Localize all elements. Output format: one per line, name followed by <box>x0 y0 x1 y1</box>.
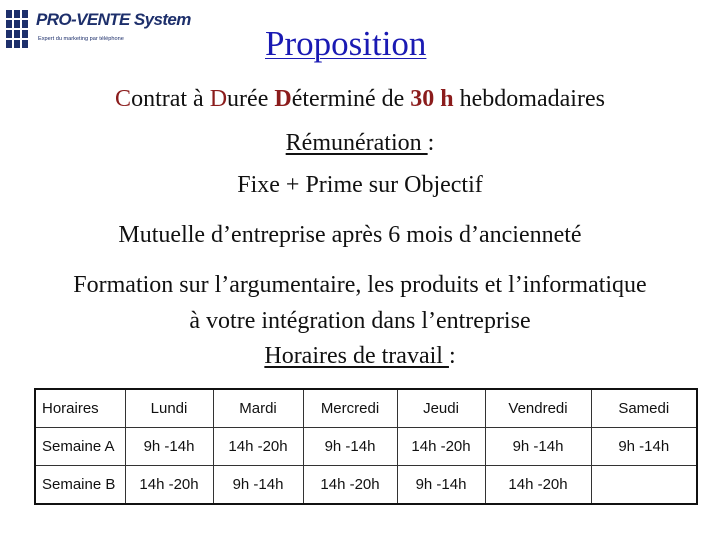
schedule-table <box>34 388 698 505</box>
table-cell: 9h -14h <box>591 428 697 466</box>
remuneration-detail: Fixe + Prime sur Objectif <box>237 172 483 198</box>
formation-line-2: à votre intégration dans l’entreprise <box>189 308 531 334</box>
contract-text-4: hebdomadaires <box>453 86 605 112</box>
logo-tagline: Expert du marketing par téléphone <box>38 36 124 42</box>
row-label: Semaine B <box>35 466 125 505</box>
company-logo <box>6 8 191 54</box>
schedule-header-row <box>35 389 697 428</box>
logo-name: PRO-VENTE System <box>36 10 191 29</box>
horaires-label: Horaires de travail <box>264 343 449 369</box>
table-cell: 9h -14h <box>213 466 303 505</box>
header-cell: Horaires <box>35 389 125 428</box>
horaires-colon: : <box>448 343 456 369</box>
table-cell <box>591 466 697 505</box>
remuneration-colon: : <box>427 130 435 156</box>
table-cell: 9h -14h <box>485 428 591 466</box>
table-cell: 9h -14h <box>303 428 397 466</box>
header-cell: Mercredi <box>303 389 397 428</box>
header-cell: Vendredi <box>485 389 591 428</box>
row-label: Semaine A <box>35 428 125 466</box>
table-cell: 9h -14h <box>397 466 485 505</box>
table-cell: 14h -20h <box>397 428 485 466</box>
horaires-heading <box>0 343 720 370</box>
remuneration-label: Rémunération <box>285 130 428 156</box>
logo-grid-icon <box>6 10 30 50</box>
contract-text-1: ontrat à <box>131 86 210 112</box>
table-cell: 14h -20h <box>485 466 591 505</box>
contract-text-2: urée <box>227 86 275 112</box>
header-cell: Lundi <box>125 389 213 428</box>
table-row <box>35 466 697 505</box>
table-cell: 14h -20h <box>303 466 397 505</box>
mutuelle-line: Mutuelle d’entreprise après 6 mois d’ancienneté <box>118 222 582 248</box>
table-cell: 14h -20h <box>213 428 303 466</box>
contract-initial-c: C <box>115 86 132 112</box>
contract-hours: 30 h <box>410 86 454 112</box>
table-cell: 9h -14h <box>125 428 213 466</box>
table-row <box>35 428 697 466</box>
header-cell: Samedi <box>591 389 697 428</box>
contract-text-3: éterminé de <box>291 86 411 112</box>
formation-line-1: Formation sur l’argumentaire, les produits et l’informatique <box>73 272 647 298</box>
contract-line <box>0 86 720 113</box>
header-cell: Mardi <box>213 389 303 428</box>
contract-initial-d2: D <box>274 86 292 112</box>
table-cell: 14h -20h <box>125 466 213 505</box>
page-title: Proposition <box>265 24 427 63</box>
contract-initial-d1: D <box>209 86 228 112</box>
header-cell: Jeudi <box>397 389 485 428</box>
remuneration-heading <box>0 130 720 157</box>
